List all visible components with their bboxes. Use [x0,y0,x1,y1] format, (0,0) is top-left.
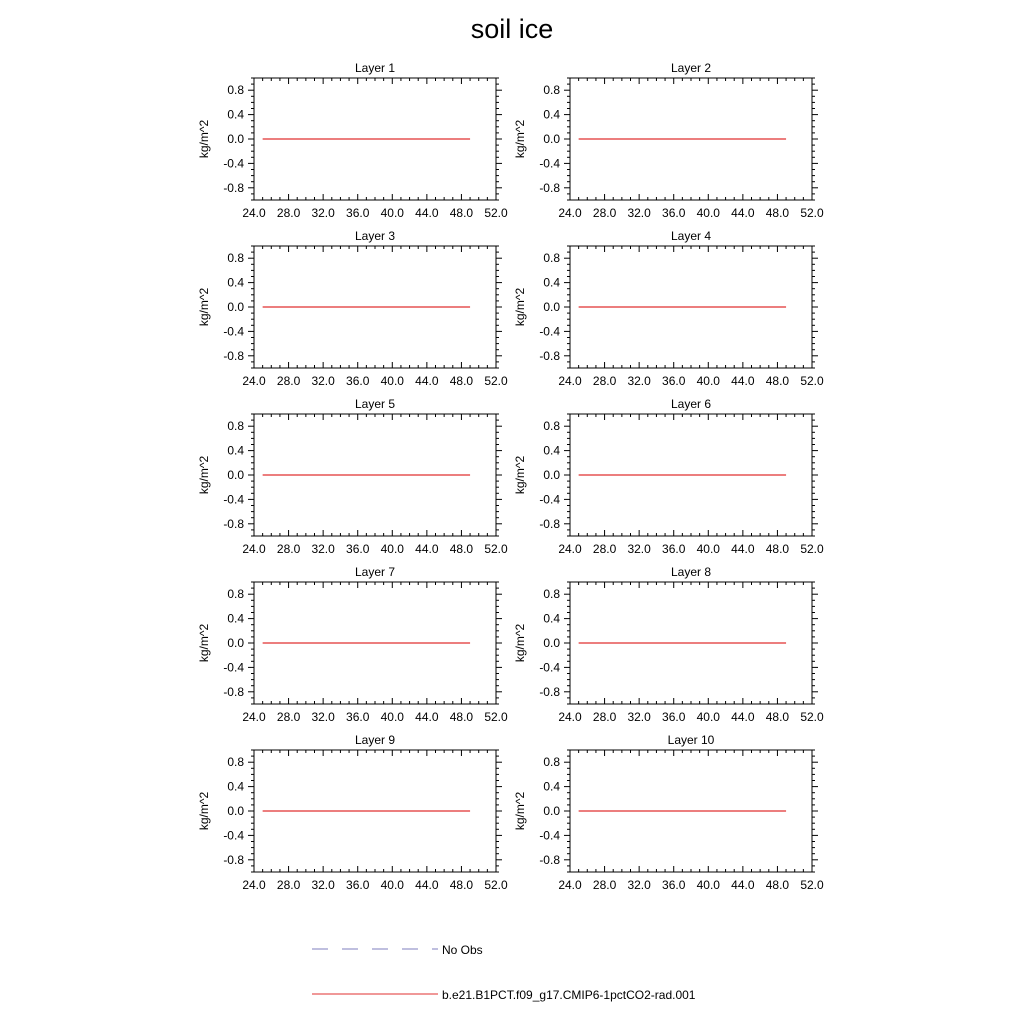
figure-title: soil ice [470,14,554,44]
y-tick-label: 0.0 [227,636,244,650]
x-tick-label: 36.0 [346,374,370,388]
y-tick-label: -0.4 [539,324,560,339]
y-tick-label: 0.0 [543,132,560,146]
x-tick-label: 44.0 [731,374,755,388]
x-tick-label: 24.0 [242,710,266,724]
y-tick-label: 0.0 [543,636,560,650]
x-tick-label: 28.0 [592,206,617,220]
x-tick-label: 48.0 [765,374,790,388]
y-tick-label: -0.8 [539,516,560,531]
x-tick-label: 36.0 [346,206,370,220]
y-axis-label: kg/m^2 [513,455,527,495]
x-tick-label: 28.0 [276,206,301,220]
x-tick-label: 52.0 [484,374,508,388]
panel-layer-1 [197,61,508,220]
panel-title: Layer 10 [667,733,715,747]
y-tick-label: 0.8 [543,587,560,602]
x-tick-label: 48.0 [765,710,790,724]
panel-title: Layer 6 [670,397,712,411]
panel-title: Layer 8 [670,565,712,579]
x-tick-label: 40.0 [380,542,404,556]
panel-layer-3 [197,229,508,388]
x-tick-label: 36.0 [346,878,370,892]
y-tick-label: -0.4 [223,156,244,171]
y-axis-label: kg/m^2 [197,119,211,159]
x-tick-label: 32.0 [627,878,651,892]
panel-layer-4 [513,229,824,388]
y-tick-label: 0.4 [543,107,560,122]
y-tick-label: 0.4 [543,611,560,626]
y-tick-label: -0.4 [539,156,560,171]
y-tick-label: -0.8 [223,684,244,699]
x-tick-label: 28.0 [592,374,617,388]
x-tick-label: 44.0 [415,710,439,724]
x-tick-label: 28.0 [592,878,617,892]
y-tick-label: 0.0 [227,132,244,146]
x-tick-label: 40.0 [696,878,720,892]
y-tick-label: -0.4 [223,492,244,507]
x-tick-label: 32.0 [311,878,335,892]
x-tick-label: 32.0 [311,710,335,724]
x-tick-label: 48.0 [449,374,474,388]
y-axis-label: kg/m^2 [513,287,527,327]
x-tick-label: 28.0 [592,710,617,724]
y-tick-label: 0.8 [543,755,560,770]
x-tick-label: 36.0 [662,710,686,724]
x-tick-label: 48.0 [449,206,474,220]
x-tick-label: 36.0 [662,542,686,556]
legend-label: No Obs [442,943,483,957]
x-tick-label: 48.0 [449,542,474,556]
y-tick-label: -0.8 [223,348,244,363]
y-axis-label: kg/m^2 [513,119,527,159]
x-tick-label: 40.0 [696,374,720,388]
y-tick-label: 0.8 [227,587,244,602]
x-tick-label: 40.0 [380,878,404,892]
y-tick-label: -0.8 [223,516,244,531]
legend-label: b.e21.B1PCT.f09_g17.CMIP6-1pctCO2-rad.001 [442,988,696,1002]
y-tick-label: -0.4 [223,660,244,675]
x-tick-label: 36.0 [662,878,686,892]
y-tick-label: -0.8 [223,180,244,195]
x-tick-label: 40.0 [696,206,720,220]
y-tick-label: 0.8 [227,251,244,266]
y-tick-label: -0.4 [223,324,244,339]
x-tick-label: 48.0 [765,878,790,892]
x-tick-label: 44.0 [415,878,439,892]
y-tick-label: 0.8 [227,755,244,770]
panel-title: Layer 1 [354,61,396,75]
x-tick-label: 36.0 [662,206,686,220]
x-tick-label: 52.0 [484,878,508,892]
y-tick-label: 0.0 [543,468,560,482]
x-tick-label: 52.0 [484,206,508,220]
x-tick-label: 24.0 [242,878,266,892]
y-tick-label: -0.8 [539,180,560,195]
y-tick-label: -0.4 [223,828,244,843]
x-tick-label: 52.0 [484,710,508,724]
x-tick-label: 52.0 [800,710,824,724]
panel-title: Layer 7 [354,565,396,579]
x-tick-label: 48.0 [449,710,474,724]
x-tick-label: 44.0 [415,206,439,220]
x-tick-label: 32.0 [311,206,335,220]
x-tick-label: 44.0 [415,374,439,388]
y-tick-label: -0.8 [223,852,244,867]
y-tick-label: -0.4 [539,828,560,843]
y-tick-label: 0.4 [543,275,560,290]
y-tick-label: 0.4 [227,779,244,794]
x-tick-label: 40.0 [380,206,404,220]
x-tick-label: 44.0 [731,878,755,892]
x-tick-label: 24.0 [558,878,582,892]
x-tick-label: 24.0 [558,374,582,388]
y-tick-label: -0.8 [539,348,560,363]
y-axis-label: kg/m^2 [197,791,211,831]
panel-layer-2 [513,61,824,220]
x-tick-label: 44.0 [415,542,439,556]
x-tick-label: 32.0 [627,542,651,556]
panel-layer-6 [513,397,824,556]
x-tick-label: 36.0 [346,542,370,556]
y-tick-label: 0.8 [543,83,560,98]
y-tick-label: 0.4 [543,779,560,794]
x-tick-label: 24.0 [558,542,582,556]
x-tick-label: 36.0 [346,710,370,724]
y-tick-label: -0.4 [539,492,560,507]
y-tick-label: 0.0 [227,804,244,818]
x-tick-label: 28.0 [276,878,301,892]
x-tick-label: 40.0 [696,542,720,556]
x-tick-label: 44.0 [731,542,755,556]
x-tick-label: 36.0 [662,374,686,388]
y-axis-label: kg/m^2 [513,791,527,831]
x-tick-label: 24.0 [242,206,266,220]
x-tick-label: 32.0 [627,710,651,724]
x-tick-label: 44.0 [731,206,755,220]
y-tick-label: 0.4 [227,275,244,290]
y-tick-label: 0.4 [543,443,560,458]
x-tick-label: 52.0 [800,206,824,220]
x-tick-label: 48.0 [449,878,474,892]
y-axis-label: kg/m^2 [197,623,211,663]
x-tick-label: 40.0 [696,710,720,724]
y-axis-label: kg/m^2 [197,287,211,327]
panel-title: Layer 9 [354,733,396,747]
y-tick-label: 0.4 [227,107,244,122]
x-tick-label: 24.0 [558,710,582,724]
x-tick-label: 48.0 [765,206,790,220]
y-tick-label: 0.0 [543,804,560,818]
panel-layer-10 [513,733,824,892]
x-tick-label: 52.0 [484,542,508,556]
x-tick-label: 40.0 [380,374,404,388]
x-tick-label: 24.0 [242,374,266,388]
y-tick-label: 0.0 [227,468,244,482]
x-tick-label: 48.0 [765,542,790,556]
x-tick-label: 24.0 [558,206,582,220]
x-tick-label: 28.0 [276,374,301,388]
x-tick-label: 32.0 [311,542,335,556]
x-tick-label: 28.0 [276,710,301,724]
x-tick-label: 52.0 [800,878,824,892]
y-tick-label: 0.8 [227,419,244,434]
x-tick-label: 32.0 [627,374,651,388]
y-axis-label: kg/m^2 [513,623,527,663]
x-tick-label: 52.0 [800,374,824,388]
y-tick-label: 0.0 [227,300,244,314]
y-tick-label: 0.8 [543,251,560,266]
y-tick-label: 0.4 [227,611,244,626]
y-tick-label: 0.0 [543,300,560,314]
panel-title: Layer 5 [354,397,396,411]
x-tick-label: 40.0 [380,710,404,724]
panel-layer-7 [197,565,508,724]
y-tick-label: 0.8 [543,419,560,434]
x-tick-label: 52.0 [800,542,824,556]
x-tick-label: 28.0 [276,542,301,556]
x-tick-label: 32.0 [311,374,335,388]
x-tick-label: 28.0 [592,542,617,556]
x-tick-label: 24.0 [242,542,266,556]
panel-layer-5 [197,397,508,556]
panel-layer-9 [197,733,508,892]
panel-layer-8 [513,565,824,724]
y-tick-label: 0.8 [227,83,244,98]
x-tick-label: 44.0 [731,710,755,724]
panel-title: Layer 4 [670,229,712,243]
y-tick-label: -0.8 [539,684,560,699]
y-tick-label: 0.4 [227,443,244,458]
y-tick-label: -0.4 [539,660,560,675]
x-tick-label: 32.0 [627,206,651,220]
panel-title: Layer 2 [670,61,712,75]
y-axis-label: kg/m^2 [197,455,211,495]
y-tick-label: -0.8 [539,852,560,867]
panel-title: Layer 3 [354,229,396,243]
